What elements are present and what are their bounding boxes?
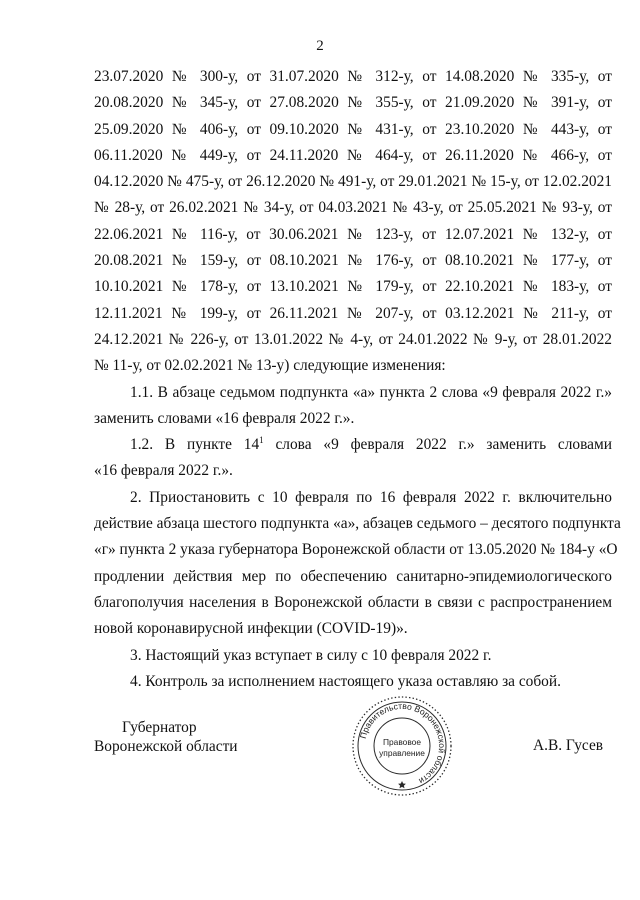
item-2-line: 2. Приостановить с 10 февраля по 16 февраля 2022 г. включительно: [130, 488, 612, 506]
item-3: 3. Настоящий указ вступает в силу с 10 февраля 2022 г.: [130, 646, 492, 664]
seal-graphic: [351, 695, 453, 797]
body-line: 04.12.2020 № 475-у, от 26.12.2020 № 491-у, от 29.01.2021 № 15-у, от 12.02.2021: [94, 173, 612, 191]
body-line: № 28-у, от 26.02.2021 № 34-у, от 04.03.2021 № 43-у, от 25.05.2021 № 93-у, от: [94, 199, 612, 217]
item-1-2-line: [94, 432, 612, 458]
item-2-line: благополучия населения в Воронежской области в связи с распространением: [94, 593, 612, 611]
item-4: 4. Контроль за исполнением настоящего указа оставляю за собой.: [130, 672, 561, 690]
item-1-2-text-b: слова «9 февраля 2022 г.» заменить словами: [263, 436, 612, 454]
item-2-line: продлении действия мер по обеспечению санитарно-эпидемиологического: [94, 567, 612, 585]
body-line: 20.08.2021 № 159-у, от 08.10.2021 № 176-у, от 08.10.2021 № 177-у, от: [94, 252, 612, 270]
item-1-2-line: «16 февраля 2022 г.».: [94, 462, 233, 480]
body-line: 06.11.2020 № 449-у, от 24.11.2020 № 464-у, от 26.11.2020 № 466-у, от: [94, 146, 612, 164]
item-2-line: «г» пункта 2 указа губернатора Воронежской области от 13.05.2020 № 184-у «О: [94, 541, 618, 559]
body-line: 20.08.2020 № 345-у, от 27.08.2020 № 355-у, от 21.09.2020 № 391-у, от: [94, 94, 612, 112]
decree-list-paragraph: [94, 64, 612, 380]
body-line: 24.12.2021 № 226-у, от 13.01.2022 № 4-у, от 24.01.2022 № 9-у, от 28.01.2022: [94, 330, 612, 348]
item-1-2-text-a: 1.2. В пункте 14: [130, 436, 260, 454]
item-1-1: [94, 380, 612, 433]
item-1-2: [94, 432, 612, 485]
signature-name: А.В. Гусев: [533, 737, 604, 754]
signature-position-region: Воронежской области: [94, 738, 238, 755]
item-2-line: действие абзаца шестого подпункта «а», абзацев седьмого – десятого подпункта: [94, 515, 621, 533]
item-2-line: новой коронавирусной инфекции (COVID-19)».: [94, 620, 408, 638]
body-line-last: № 11-у, от 02.02.2021 № 13-у) следующие изменения:: [94, 357, 446, 375]
seal-ring-text-path: Правительство Воронежской области: [357, 700, 448, 787]
document-body: [94, 64, 621, 695]
page-number: 2: [316, 38, 324, 54]
signature-position: [94, 718, 238, 756]
seal-center-line2: управление: [379, 748, 425, 758]
item-1-1-line: 1.1. В абзаце седьмом подпункта «а» пункта 2 слова «9 февраля 2022 г.»: [130, 383, 612, 401]
seal-star-icon: [398, 781, 406, 788]
body-line: 12.11.2021 № 199-у, от 26.11.2021 № 207-у, от 03.12.2021 № 211-у, от: [94, 304, 612, 322]
official-seal: [351, 695, 453, 797]
body-line: 22.06.2021 № 116-у, от 30.06.2021 № 123-у, от 12.07.2021 № 132-у, от: [94, 225, 612, 243]
body-line: 23.07.2020 № 300-у, от 31.07.2020 № 312-у, от 14.08.2020 № 335-у, от: [94, 68, 612, 85]
body-line: 25.09.2020 № 406-у, от 09.10.2020 № 431-у, от 23.10.2020 № 443-у, от: [94, 120, 612, 138]
item-1-1-line: заменить словами «16 февраля 2022 г.».: [94, 409, 355, 427]
seal-center-line1: Правовое: [382, 737, 422, 747]
body-line: 10.10.2021 № 178-у, от 13.10.2021 № 179-у, от 22.10.2021 № 183-у, от: [94, 278, 612, 296]
signature-position-title: Губернатор: [122, 719, 197, 736]
item-1-2-superscript: 1: [259, 435, 264, 446]
item-2: [94, 485, 621, 643]
